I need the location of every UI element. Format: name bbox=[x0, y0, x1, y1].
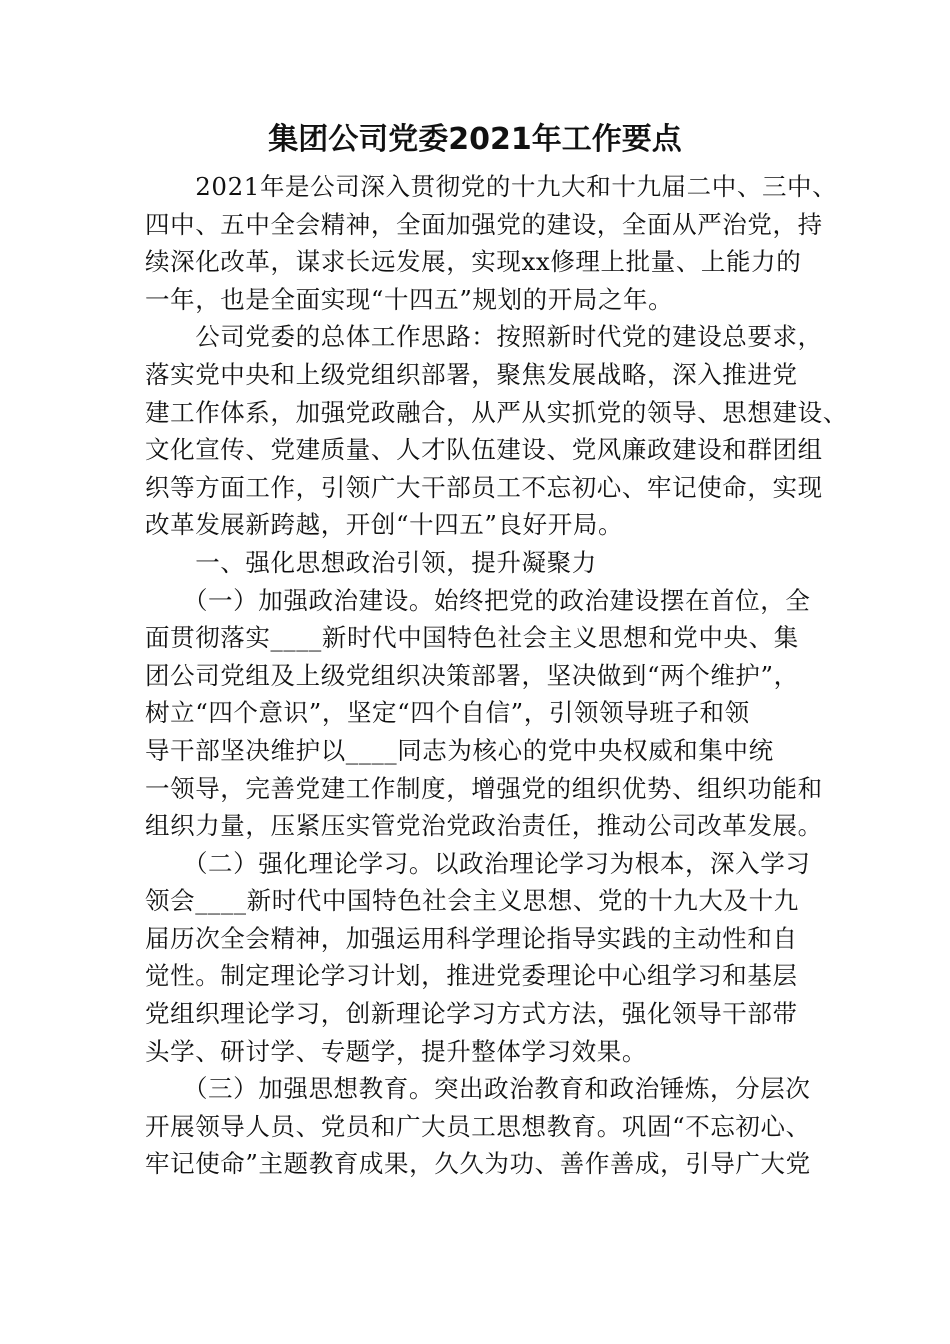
body-line-21: 届历次全会精神，加强运用科学理论指导实践的主动性和自 bbox=[145, 923, 798, 953]
body-line-12: （一）加强政治建设。始终把党的政治建设摆在首位，全 bbox=[145, 585, 811, 615]
section-heading-1: 一、强化思想政治引领，提升凝聚力 bbox=[145, 547, 597, 577]
body-line-9: 织等方面工作，引领广大干部员工不忘初心、牢记使命，实现 bbox=[145, 472, 823, 502]
body-line-6: 落实党中央和上级党组织部署，聚焦发展战略，深入推进党 bbox=[145, 359, 798, 389]
body-line-14: 团公司党组及上级党组织决策部署，坚决做到“两个维护”， bbox=[145, 660, 799, 690]
document-body bbox=[145, 168, 848, 1183]
body-line-20: 领会____新时代中国特色社会主义思想、党的十九大及十九 bbox=[145, 886, 799, 916]
body-line-8: 文化宣传、党建质量、人才队伍建设、党风廉政建设和群团组 bbox=[145, 435, 823, 465]
body-line-10: 改革发展新跨越，开创“十四五”良好开局。 bbox=[145, 510, 624, 540]
body-line-7: 建工作体系，加强党政融合，从严从实抓党的领导、思想建设、 bbox=[145, 397, 848, 427]
body-line-22: 觉性。制定理论学习计划，推进党委理论中心组学习和基层 bbox=[145, 961, 798, 991]
body-line-17: 一领导，完善党建工作制度，增强党的组织优势、组织功能和 bbox=[145, 773, 823, 803]
body-line-25: （三）加强思想教育。突出政治教育和政治锤炼，分层次 bbox=[145, 1074, 811, 1104]
body-line-5: 公司党委的总体工作思路：按照新时代党的建设总要求， bbox=[145, 322, 823, 352]
body-line-18: 组织力量，压紧压实管党治党政治责任，推动公司改革发展。 bbox=[145, 811, 823, 841]
body-line-4: 一年，也是全面实现“十四五”规划的开局之年。 bbox=[145, 284, 674, 314]
body-line-1: 2021年是公司深入贯彻党的十九大和十九届二中、三中、 bbox=[145, 172, 838, 201]
body-line-19: （二）强化理论学习。以政治理论学习为根本，深入学习 bbox=[145, 848, 811, 878]
body-line-23: 党组织理论学习，创新理论学习方式方法，强化领导干部带 bbox=[145, 999, 798, 1029]
body-line-13: 面贯彻落实____新时代中国特色社会主义思想和党中央、集 bbox=[145, 623, 799, 653]
body-line-3: 续深化改革，谋求长远发展，实现xx修理上批量、上能力的 bbox=[145, 247, 802, 277]
body-line-2: 四中、五中全会精神，全面加强党的建设，全面从严治党，持 bbox=[145, 209, 823, 239]
body-line-16: 导干部坚决维护以____同志为核心的党中央权威和集中统 bbox=[145, 735, 774, 765]
document-title: 集团公司党委2021年工作要点 bbox=[268, 122, 682, 157]
body-line-27: 牢记使命”主题教育成果，久久为功、善作善成，引导广大党 bbox=[145, 1149, 811, 1179]
body-line-15: 树立“四个意识”，坚定“四个自信”，引领领导班子和领 bbox=[145, 698, 750, 728]
body-line-24: 头学、研讨学、专题学，提升整体学习效果。 bbox=[145, 1036, 647, 1066]
body-line-26: 开展领导人员、党员和广大员工思想教育。巩固“不忘初心、 bbox=[145, 1111, 811, 1141]
